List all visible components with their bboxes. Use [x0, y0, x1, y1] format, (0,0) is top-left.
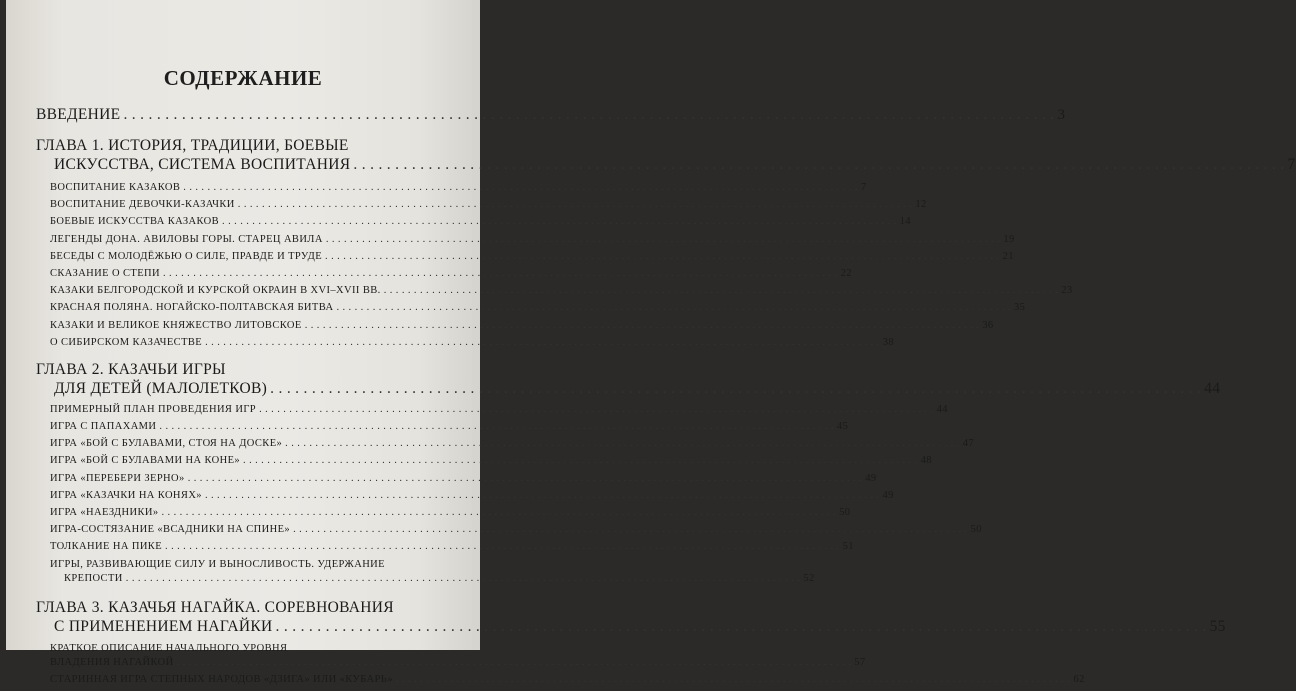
leader-dots [205, 337, 880, 348]
leader-dots [238, 199, 913, 210]
list-item[interactable] [50, 319, 994, 337]
toc-intro[interactable] [36, 106, 1066, 130]
toc-item-label: ИГРА-СОСТЯЗАНИЕ «ВСАДНИКИ НА СПИНЕ» [50, 524, 291, 536]
toc-item-page: 44 [936, 403, 948, 415]
list-item[interactable] [50, 558, 815, 590]
chapter-1-page: 7 [1287, 156, 1296, 173]
leader-dots [188, 473, 863, 484]
list-item[interactable] [50, 489, 894, 507]
list-item[interactable] [50, 336, 894, 354]
leader-dots [326, 234, 1001, 245]
toc-item-label: СТАРИННАЯ ИГРА СТЕПНЫХ НАРОДОВ «ДЗИГА» ИЛИ «КУБАРЬ» [50, 673, 393, 685]
toc-item-label: ПРИМЕРНЫЙ ПЛАН ПРОВЕДЕНИЯ ИГР [50, 403, 257, 415]
list-item[interactable] [50, 267, 852, 285]
list-item[interactable] [50, 455, 932, 472]
toc-item-page: 48 [920, 455, 932, 467]
list-item[interactable] [50, 541, 854, 558]
leader-dots [126, 573, 801, 584]
chapter-3-title-line2: С ПРИМЕНЕНИЕМ НАГАЙКИ [54, 617, 273, 635]
chapter-2-page: 44 [1204, 379, 1221, 397]
toc-item-label-line2: ВЛАДЕНИЯ НАГАЙКОЙ [50, 656, 174, 668]
toc-item-page: 50 [970, 524, 982, 536]
toc-item-page: 12 [915, 199, 927, 211]
toc-item-label: ИГРА «БОЙ С БУЛАВАМИ НА КОНЕ» [50, 455, 241, 467]
toc-item-label: О СИБИРСКОМ КАЗАЧЕСТВЕ [50, 336, 203, 348]
toc-chapter-2[interactable] [36, 360, 1221, 398]
list-item[interactable] [50, 233, 1015, 251]
leader-dots [222, 216, 897, 227]
toc-intro-label: ВВЕДЕНИЕ [36, 106, 121, 123]
table-of-contents [36, 106, 1296, 691]
toc-chapter-3[interactable] [36, 598, 1226, 636]
book-page [6, 0, 1296, 685]
leader-dots [276, 617, 1207, 636]
toc-item-label: КАЗАКИ И ВЕЛИКОЕ КНЯЖЕСТВО ЛИТОВСКОЕ [50, 319, 302, 331]
toc-item-label: ЛЕГЕНДЫ ДОНА. АВИЛОВЫ ГОРЫ. СТАРЕЦ АВИЛА [50, 233, 323, 245]
list-item[interactable] [50, 524, 982, 541]
page-title: СОДЕРЖАНИЕ [163, 66, 323, 90]
list-item[interactable] [50, 199, 927, 216]
leader-dots [384, 285, 1059, 296]
leader-dots [205, 490, 880, 501]
chapter-2-title-line1: ГЛАВА 2. КАЗАЧЬИ ИГРЫ [36, 360, 226, 378]
leader-dots [353, 155, 1284, 174]
toc-item-page: 21 [1002, 250, 1014, 262]
leader-dots [293, 524, 968, 535]
list-item[interactable] [50, 507, 851, 524]
toc-item-label: БОЕВЫЕ ИСКУССТВА КАЗАКОВ [50, 216, 220, 228]
leader-dots [165, 541, 840, 552]
leader-dots [325, 251, 1000, 262]
chapter-2-title-line2: ДЛЯ ДЕТЕЙ (МАЛОЛЕТКОВ) [54, 379, 268, 397]
chapter-1-items [36, 182, 1073, 354]
leader-dots [243, 455, 918, 466]
chapter-1-title-line1: ГЛАВА 1. ИСТОРИЯ, ТРАДИЦИИ, БОЕВЫЕ [36, 137, 349, 154]
toc-item-page: 22 [840, 267, 852, 279]
toc-item-label: КРАСНАЯ ПОЛЯНА. НОГАЙСКО-ПОЛТАВСКАЯ БИТВА [50, 302, 334, 314]
toc-item-label: ТОЛКАНИЕ НА ПИКЕ [50, 541, 163, 553]
toc-item-label: ИГРА С ПАПАХАМИ [50, 421, 157, 433]
list-item[interactable] [50, 302, 1026, 319]
chapter-3-title-line1: ГЛАВА 3. КАЗАЧЬЯ НАГАЙКА. СОРЕВНОВАНИЯ [36, 598, 394, 616]
toc-item-page: 49 [882, 489, 894, 501]
list-item[interactable] [50, 438, 975, 455]
toc-item-page: 57 [854, 656, 866, 668]
leader-dots [177, 657, 852, 668]
toc-chapter-1[interactable] [36, 136, 1296, 174]
toc-item-label: ИГРА «НАЕЗДНИКИ» [50, 507, 159, 518]
toc-item-page: 51 [842, 541, 854, 553]
list-item[interactable] [50, 421, 849, 438]
list-item[interactable] [50, 403, 948, 421]
leader-dots [123, 106, 1054, 124]
toc-item-label-line1: ИГРЫ, РАЗВИВАЮЩИЕ СИЛУ И ВЫНОСЛИВОСТЬ. УДЕРЖАНИЕ [50, 558, 385, 570]
list-item[interactable] [50, 216, 911, 233]
toc-item-label: КАЗАКИ БЕЛГОРОДСКОЙ И КУРСКОЙ ОКРАИН В XVI–XVII ВВ. [50, 285, 381, 297]
leader-dots [285, 438, 960, 449]
toc-item-label: ВОСПИТАНИЕ КАЗАКОВ [50, 182, 181, 193]
chapter-3-page: 55 [1209, 617, 1226, 635]
toc-item-label-line2: КРЕПОСТИ [64, 572, 123, 584]
leader-dots [336, 302, 1011, 313]
toc-item-page: 35 [1014, 302, 1026, 314]
toc-item-page: 50 [839, 507, 851, 518]
toc-item-page: 7 [860, 182, 867, 193]
list-item[interactable] [50, 182, 867, 199]
toc-item-page: 52 [803, 572, 815, 584]
leader-dots [162, 507, 837, 518]
chapter-1-title-line2: ИСКУССТВА, СИСТЕМА ВОСПИТАНИЯ [54, 156, 351, 173]
list-item[interactable] [50, 472, 877, 490]
toc-item-page: 14 [899, 216, 911, 228]
list-item[interactable] [50, 642, 866, 674]
toc-item-label: ВОСПИТАНИЕ ДЕВОЧКИ-КАЗАЧКИ [50, 199, 235, 211]
toc-item-label-line1: КРАТКОЕ ОПИСАНИЕ НАЧАЛЬНОГО УРОВНЯ [50, 642, 288, 654]
leader-dots [159, 421, 834, 432]
list-item[interactable] [50, 285, 1073, 302]
toc-item-label: ИГРА «КАЗАЧКИ НА КОНЯХ» [50, 489, 202, 501]
toc-item-page: 47 [962, 438, 975, 450]
chapter-3-items [36, 642, 1085, 691]
toc-item-label: БЕСЕДЫ С МОЛОДЁЖЬЮ О СИЛЕ, ПРАВДЕ И ТРУДЕ [50, 250, 323, 262]
toc-item-label: СКАЗАНИЕ О СТЕПИ [50, 267, 160, 279]
toc-item-label: ИГРА «ПЕРЕБЕРИ ЗЕРНО» [50, 472, 185, 484]
toc-item-page: 45 [836, 421, 849, 433]
leader-dots [259, 404, 934, 415]
leader-dots [305, 320, 980, 331]
toc-item-page: 36 [982, 319, 994, 331]
toc-item-label: ИГРА «БОЙ С БУЛАВАМИ, СТОЯ НА ДОСКЕ» [50, 438, 283, 450]
leader-dots [270, 379, 1201, 398]
chapter-2-items [36, 403, 982, 590]
toc-item-page: 38 [882, 336, 894, 348]
list-item[interactable] [50, 673, 1085, 691]
toc-intro-page: 3 [1057, 107, 1066, 123]
toc-item-page: 19 [1003, 233, 1015, 245]
list-item[interactable] [50, 250, 1014, 268]
leader-dots [163, 268, 838, 279]
leader-dots [183, 182, 858, 193]
toc-item-page: 62 [1073, 673, 1085, 685]
toc-item-page: 49 [865, 472, 877, 484]
toc-item-page: 23 [1061, 285, 1073, 297]
leader-dots [396, 674, 1071, 685]
